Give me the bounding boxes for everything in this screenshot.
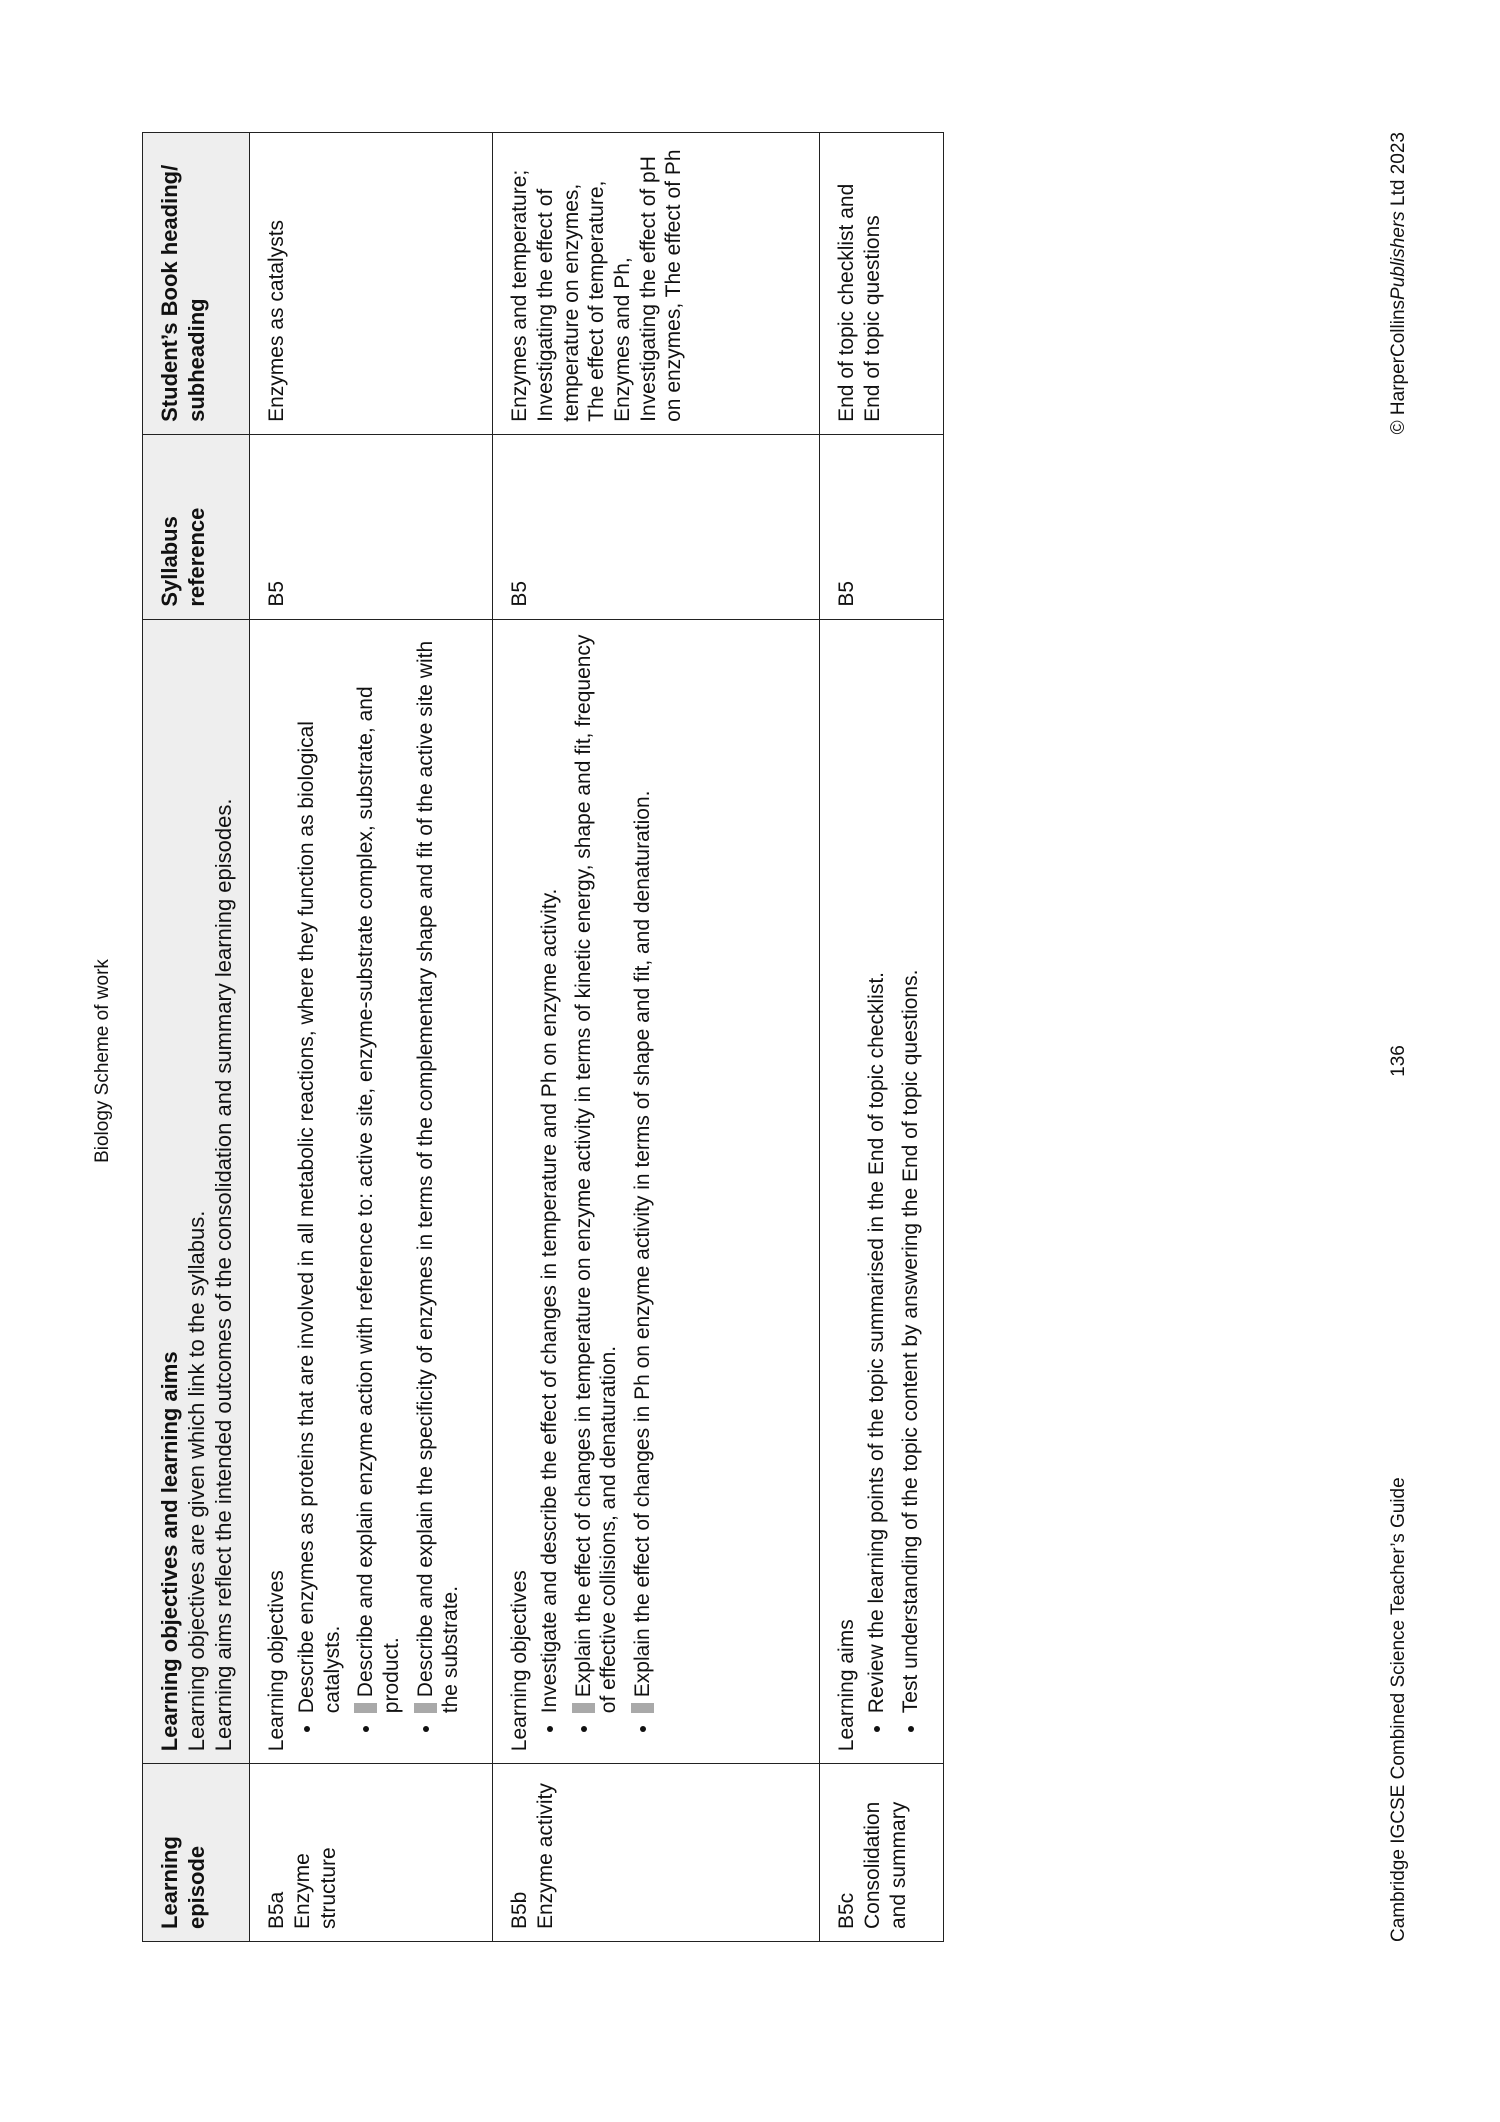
objectives-cell (250, 619, 493, 1764)
table-row (250, 133, 493, 1942)
episode-cell (250, 1764, 493, 1942)
footer-book-title: Cambridge IGCSE Combined Science Teacher’s Guide (1388, 1477, 1409, 1942)
header-objectives-note-1: Learning objectives are given which link to the syllabus. (183, 1210, 209, 1752)
header-objectives-note-2: Learning aims reflect the intended outcomes of the consolidation and summary learning episodes. (210, 798, 236, 1752)
supplement-badge (414, 1703, 437, 1713)
objectives-cell (820, 619, 944, 1764)
syllabus-cell: B5 (250, 434, 493, 619)
list-item (898, 632, 924, 1714)
list-item (537, 632, 563, 1714)
episode-code: B5b (508, 1891, 532, 1929)
list-item (294, 632, 345, 1714)
objective-text: Describe and explain the specificity of enzymes in terms of the complementary shape and fit of the active site with the substrate. (413, 640, 463, 1714)
table-row (493, 133, 820, 1942)
episode-cell (493, 1764, 820, 1942)
aim-text: Review the learning points of the topic summarised in the End of topic checklist. (865, 971, 889, 1714)
objective-text: Explain the effect of changes in temperature on enzyme activity in terms of kinetic energy, shape and fit, frequency of effective collisions, and denaturation. (571, 634, 621, 1714)
table-row (820, 133, 944, 1942)
syllabus-cell: B5 (493, 434, 820, 619)
header-objectives-title: Learning objectives and learning aims (157, 1351, 182, 1752)
copyright-suffix: Ltd 2023 (1388, 132, 1409, 212)
objective-text: Describe enzymes as proteins that are involved in all metabolic reactions, where they function as biological catalysts. (295, 721, 344, 1714)
supplement-badge (572, 1703, 595, 1713)
objectives-cell (493, 619, 820, 1764)
header-learning-episode: Learning episode (143, 1764, 250, 1942)
list-item (413, 632, 464, 1714)
episode-code: B5c (835, 1892, 859, 1929)
list-item (571, 632, 622, 1714)
objectives-section-label: Learning objectives (508, 1570, 532, 1752)
objective-text: Investigate and describe the effect of changes in temperature and Ph on enzyme activity. (538, 888, 562, 1714)
supplement-badge (631, 1703, 654, 1713)
copyright-italic: Publishers (1388, 211, 1409, 300)
list-item (630, 632, 656, 1714)
objectives-section-label: Learning objectives (265, 1570, 289, 1752)
objectives-list (537, 632, 655, 1752)
episode-title: Enzyme structure (291, 1847, 340, 1929)
page-number: 136 (1388, 1045, 1409, 1077)
episode-cell (820, 1764, 944, 1942)
objective-text: Describe and explain enzyme action with reference to: active site, enzyme-substrate complex, substrate, and product. (354, 686, 403, 1714)
table-header-row (143, 133, 250, 1942)
book-cell: Enzymes and temperature; Investigating the effect of temperature on enzymes, The effect of temperature, Enzymes and Ph, Investigating the effect of pH on enzymes, The effect of Ph (493, 133, 820, 435)
book-cell: End of topic checklist and End of topic questions (820, 133, 944, 435)
supplement-badge (354, 1703, 377, 1713)
list-item (353, 632, 404, 1714)
copyright-prefix: © HarperCollins (1388, 299, 1409, 435)
header-syllabus-reference: Syllabus reference (143, 434, 250, 619)
episode-code: B5a (265, 1891, 289, 1929)
scheme-of-work-table (142, 132, 944, 1942)
episode-title: Enzyme activity (534, 1783, 558, 1929)
objectives-section-label: Learning aims (835, 1619, 859, 1752)
objective-text: Explain the effect of changes in Ph on enzyme activity in terms of shape and fit, and denaturation. (630, 790, 654, 1698)
book-cell: Enzymes as catalysts (250, 133, 493, 435)
objectives-list (294, 632, 464, 1752)
header-learning-objectives (143, 619, 250, 1764)
aim-text: Test understanding of the topic content by answering the End of topic questions. (898, 969, 922, 1714)
list-item (864, 632, 890, 1714)
header-students-book: Student’s Book heading/ subheading (143, 133, 250, 435)
running-header: Biology Scheme of work (92, 959, 113, 1163)
footer-copyright (1388, 132, 1410, 434)
syllabus-cell: B5 (820, 434, 944, 619)
episode-title: Consolidation and summary (861, 1801, 910, 1929)
aims-list (864, 632, 923, 1752)
